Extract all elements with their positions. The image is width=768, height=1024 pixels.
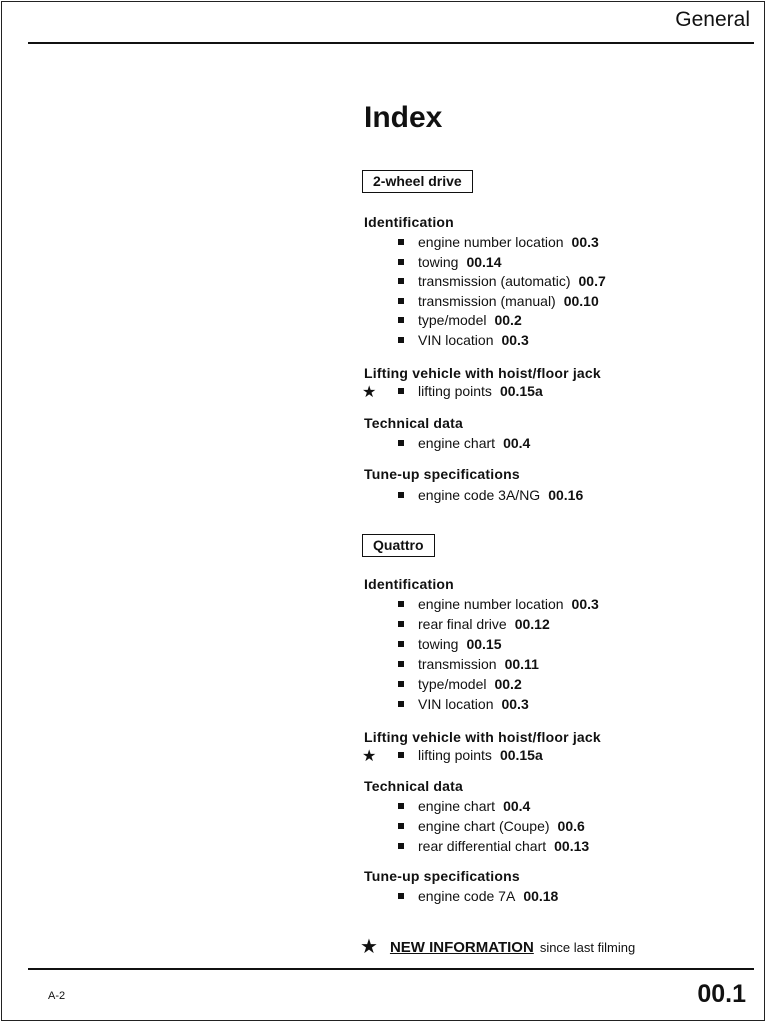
bullet-icon bbox=[398, 259, 404, 265]
bullet-icon bbox=[398, 823, 404, 829]
list-item: VIN location 00.3 bbox=[398, 696, 529, 712]
section-title: General bbox=[675, 8, 750, 31]
bullet-icon bbox=[398, 701, 404, 707]
bullet-icon bbox=[398, 803, 404, 809]
page-title: Index bbox=[364, 101, 443, 134]
bullet-icon bbox=[398, 843, 404, 849]
page-number: 00.1 bbox=[697, 980, 746, 1008]
bullet-icon bbox=[398, 681, 404, 687]
bullet-icon bbox=[398, 337, 404, 343]
section-label-quattro: Quattro bbox=[362, 534, 435, 557]
list-item: rear final drive 00.12 bbox=[398, 616, 550, 632]
star-icon: ★ bbox=[360, 936, 378, 958]
new-information-label: NEW INFORMATION bbox=[389, 939, 534, 956]
list-item: engine number location 00.3 bbox=[398, 596, 599, 612]
bullet-icon bbox=[398, 440, 404, 446]
bullet-icon bbox=[398, 641, 404, 647]
group-title-identification-2wd: Identification bbox=[364, 214, 454, 230]
list-item: engine number location 00.3 bbox=[398, 234, 599, 250]
new-information-rest: since last filming bbox=[539, 940, 636, 955]
bottom-rule bbox=[28, 968, 754, 970]
star-icon: ★ bbox=[362, 748, 377, 765]
list-item: towing 00.14 bbox=[398, 254, 502, 270]
list-item: engine chart 00.4 bbox=[398, 798, 530, 814]
new-information-note bbox=[360, 934, 635, 959]
list-item: rear differential chart 00.13 bbox=[398, 838, 589, 854]
group-title-technical-quattro: Technical data bbox=[364, 778, 464, 794]
section-label-2wd: 2-wheel drive bbox=[362, 170, 473, 193]
list-item: lifting points 00.15a bbox=[398, 747, 543, 763]
bullet-icon bbox=[398, 661, 404, 667]
list-item: lifting points 00.15a bbox=[398, 383, 543, 399]
list-item: type/model 00.2 bbox=[398, 676, 522, 692]
list-item: transmission 00.11 bbox=[398, 656, 539, 672]
list-item: towing 00.15 bbox=[398, 636, 502, 652]
list-item: engine chart 00.4 bbox=[398, 435, 530, 451]
list-item: transmission (manual) 00.10 bbox=[398, 293, 599, 309]
bullet-icon bbox=[398, 601, 404, 607]
bullet-icon bbox=[398, 278, 404, 284]
bullet-icon bbox=[398, 388, 404, 394]
list-item: engine chart (Coupe) 00.6 bbox=[398, 818, 585, 834]
bullet-icon bbox=[398, 239, 404, 245]
star-icon: ★ bbox=[362, 384, 377, 401]
group-title-lifting-2wd: Lifting vehicle with hoist/floor jack bbox=[364, 365, 601, 381]
list-item: VIN location 00.3 bbox=[398, 332, 529, 348]
top-rule bbox=[28, 42, 754, 44]
bullet-icon bbox=[398, 893, 404, 899]
bullet-icon bbox=[398, 752, 404, 758]
bullet-icon bbox=[398, 492, 404, 498]
group-title-tuneup-quattro: Tune-up specifications bbox=[364, 868, 520, 884]
group-title-tuneup-2wd: Tune-up specifications bbox=[364, 466, 520, 482]
list-item: engine code 7A 00.18 bbox=[398, 888, 558, 904]
bullet-icon bbox=[398, 621, 404, 627]
bullet-icon bbox=[398, 317, 404, 323]
page-code: A-2 bbox=[48, 990, 66, 1002]
bullet-icon bbox=[398, 298, 404, 304]
group-title-lifting-quattro: Lifting vehicle with hoist/floor jack bbox=[364, 729, 601, 745]
list-item: engine code 3A/NG 00.16 bbox=[398, 487, 583, 503]
group-title-technical-2wd: Technical data bbox=[364, 415, 464, 431]
list-item: type/model 00.2 bbox=[398, 312, 522, 328]
group-title-identification-quattro: Identification bbox=[364, 576, 454, 592]
list-item: transmission (automatic) 00.7 bbox=[398, 273, 606, 289]
